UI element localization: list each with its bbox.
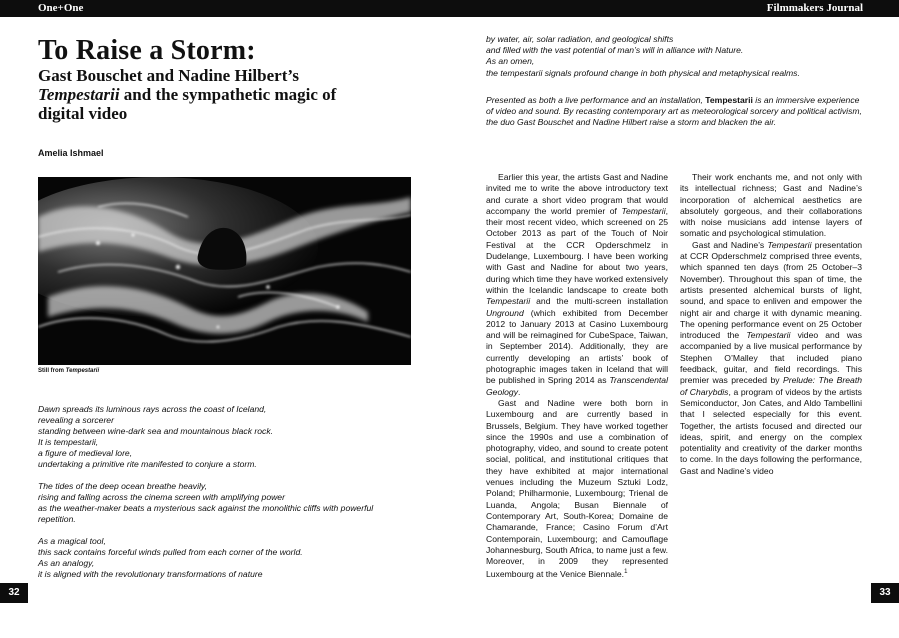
intro-work-title: Tempestarii bbox=[705, 95, 753, 105]
body-column-2 bbox=[680, 172, 862, 477]
text-run: is an immersive experience of video and sound. By recasting contemporary art as meteorological sorcery and political activism, the duo Gast Bouschet and Nadine Hilbert raise a storm and blacken the air. bbox=[486, 95, 862, 128]
poem-line: Dawn spreads its luminous rays across the coast of Iceland, bbox=[38, 404, 267, 414]
text-run: . bbox=[518, 386, 521, 397]
poem-line: as the weather-maker beats a mysterious sack against the monolithic cliffs with powerful bbox=[38, 503, 374, 513]
running-header bbox=[0, 0, 899, 17]
poem-line: As an omen, bbox=[486, 56, 535, 67]
poem-line: by water, air, solar radiation, and geological shifts bbox=[486, 34, 674, 44]
body-paragraph bbox=[680, 172, 862, 240]
image-caption: Still from Tempestarii bbox=[38, 368, 100, 374]
text-run: Gast and Nadine were both born in Luxembourg and are currently based in Brussels, Belgium. They have worked together since the 1990s and use a combination of photography, video, and sound to create potent social, political, and institutional critiques that they have exhibited at major international venues including the Muzeum Sztuki Lodz, Poland; Philharmonie, Luxembourg; Trienal de Luanda, Angola; Busan Biennale of Contemporary Art, South-Korea; Domaine de Chamarande, France; Casino Forum d’Art Contemporain, Luxembourg; and Camouflage Johannesburg, South Africa, to name just a few. Moreover, in 2009 they represented Luxembourg at the Venice Biennale. bbox=[486, 397, 669, 580]
poem-line: revealing a sorcerer bbox=[38, 415, 114, 425]
poem-line: it is aligned with the revolutionary transformations of nature bbox=[38, 569, 263, 579]
italic-title: Tempestarii bbox=[486, 296, 531, 307]
text-run: Earlier this year, the artists Gast and Nadine invited me to write the above introductory text and curate a short video program that would accompany the world premier of bbox=[486, 172, 668, 216]
intro-paragraph bbox=[486, 95, 864, 129]
poem-line: The tides of the deep ocean breathe heavily, bbox=[38, 481, 207, 491]
poem-line: this sack contains forceful winds pulled from each corner of the world. bbox=[38, 547, 303, 557]
body-column-1 bbox=[486, 172, 668, 581]
text-run: , a program of videos by the artists Semiconductor, Jon Cates, and Aldo Tambellini that I selected especially for this event. Together, the artists focused and directed our ideas, spirit, and energy on the complex potentiality and creativity of the darker months to come. In the days following the performance, Gast and Nadine’s video bbox=[680, 386, 862, 476]
italic-title: Tempestarii bbox=[746, 330, 791, 341]
italic-title: Tempestarii bbox=[621, 205, 666, 216]
poem-line: standing between wine-dark sea and mountainous black rock. bbox=[38, 426, 274, 436]
text-run: Presented as both a live performance and an installation, bbox=[486, 95, 706, 105]
body-paragraph bbox=[486, 398, 668, 581]
body-paragraph bbox=[486, 172, 668, 398]
text-run: (which exhibited from December 2012 to January 2013 at Casino Luxembourg and will be reimagined for CubeSpace, Taiwan, in September 2014). Additionally, they are currently developing an artists’ book of photographic images taken in Iceland that will be published in Spring 2014 as bbox=[486, 307, 668, 386]
stanza-break bbox=[38, 470, 420, 481]
poem-line: and filled with the vast potential of man’s will in alliance with Nature. bbox=[486, 45, 744, 56]
journal-name: Filmmakers Journal bbox=[766, 2, 863, 14]
italic-title: Tempestarii bbox=[767, 239, 812, 250]
italic-title: Prelude: The Breath of Charybdis bbox=[680, 375, 862, 397]
subtitle-lead: Gast Bouschet and Nadine Hilbert’s bbox=[38, 66, 300, 85]
footnote-marker: 1 bbox=[624, 569, 628, 576]
text-run: Their work enchants me, and not only with its intellectual richness; Gast and Nadine’s incorporation of alchemical aesthetics are absolutely gorgeous, and their collaborations with noise musicians add intense layers of somatic and psychological stimulation. bbox=[680, 172, 862, 239]
page-number-right: 33 bbox=[871, 583, 899, 603]
poem-line: the tempestarii signals profound change in both physical and metaphysical realms. bbox=[486, 67, 800, 78]
poem-left-column bbox=[38, 404, 420, 580]
page-number-left: 32 bbox=[0, 583, 28, 603]
publication-name: One+One bbox=[38, 2, 84, 14]
caption-work-title: Tempestarii bbox=[65, 368, 100, 374]
text-run: , their most recent video, which screened on 25 October 2013 as part of the Touch of Noir Festival at the CCR Opderschmelz in Dudelange, Luxembourg. I have been working with Gast and Nadine for about two years, during which time they have worked extensively within the Icelandic landscape to create both bbox=[486, 205, 668, 295]
text-run: video and was accompanied by a live musical performance by Stephen O’Malley that included piano feedback, guitar, and field recordings. This premier was preceded by bbox=[680, 330, 863, 386]
video-still-image bbox=[38, 177, 411, 365]
italic-title: Transcendental Geology bbox=[486, 375, 668, 397]
subtitle-work-title: Tempestarii bbox=[38, 85, 120, 104]
poem-line: As a magical tool, bbox=[38, 536, 106, 546]
text-run: Gast and Nadine’s bbox=[692, 239, 768, 250]
seascape-illustration bbox=[38, 177, 411, 365]
text-run: and the multi-screen installation bbox=[530, 296, 668, 307]
poem-line: rising and falling across the cinema screen with amplifying power bbox=[38, 492, 285, 502]
text-run: presentation at CCR Opderschmelz comprised three events, which spanned ten days (from 25 October–3 November). Throughout this span of time, the artists presented alchemical bursts of light, sound, and space to enliven and empower the night air and charge it with dynamic meaning. The opening performance event on 25 October introduced the bbox=[680, 239, 863, 341]
body-paragraph bbox=[680, 240, 862, 477]
poem-line: repetition. bbox=[38, 514, 76, 524]
poem-line: It is tempestarii, bbox=[38, 437, 99, 447]
author-byline: Amelia Ishmael bbox=[38, 148, 104, 158]
stanza-break bbox=[38, 525, 420, 536]
poem-line: undertaking a primitive rite manifested to conjure a storm. bbox=[38, 459, 257, 469]
poem-right-column bbox=[486, 34, 864, 79]
italic-title: Unground bbox=[486, 307, 524, 318]
poem-line: As an analogy, bbox=[38, 558, 95, 568]
article-title: To Raise a Storm: bbox=[38, 35, 256, 66]
poem-line: a figure of medieval lore, bbox=[38, 448, 133, 458]
subtitle-tail: and the sympathetic magic of digital video bbox=[38, 85, 337, 123]
article-subtitle bbox=[38, 66, 368, 123]
